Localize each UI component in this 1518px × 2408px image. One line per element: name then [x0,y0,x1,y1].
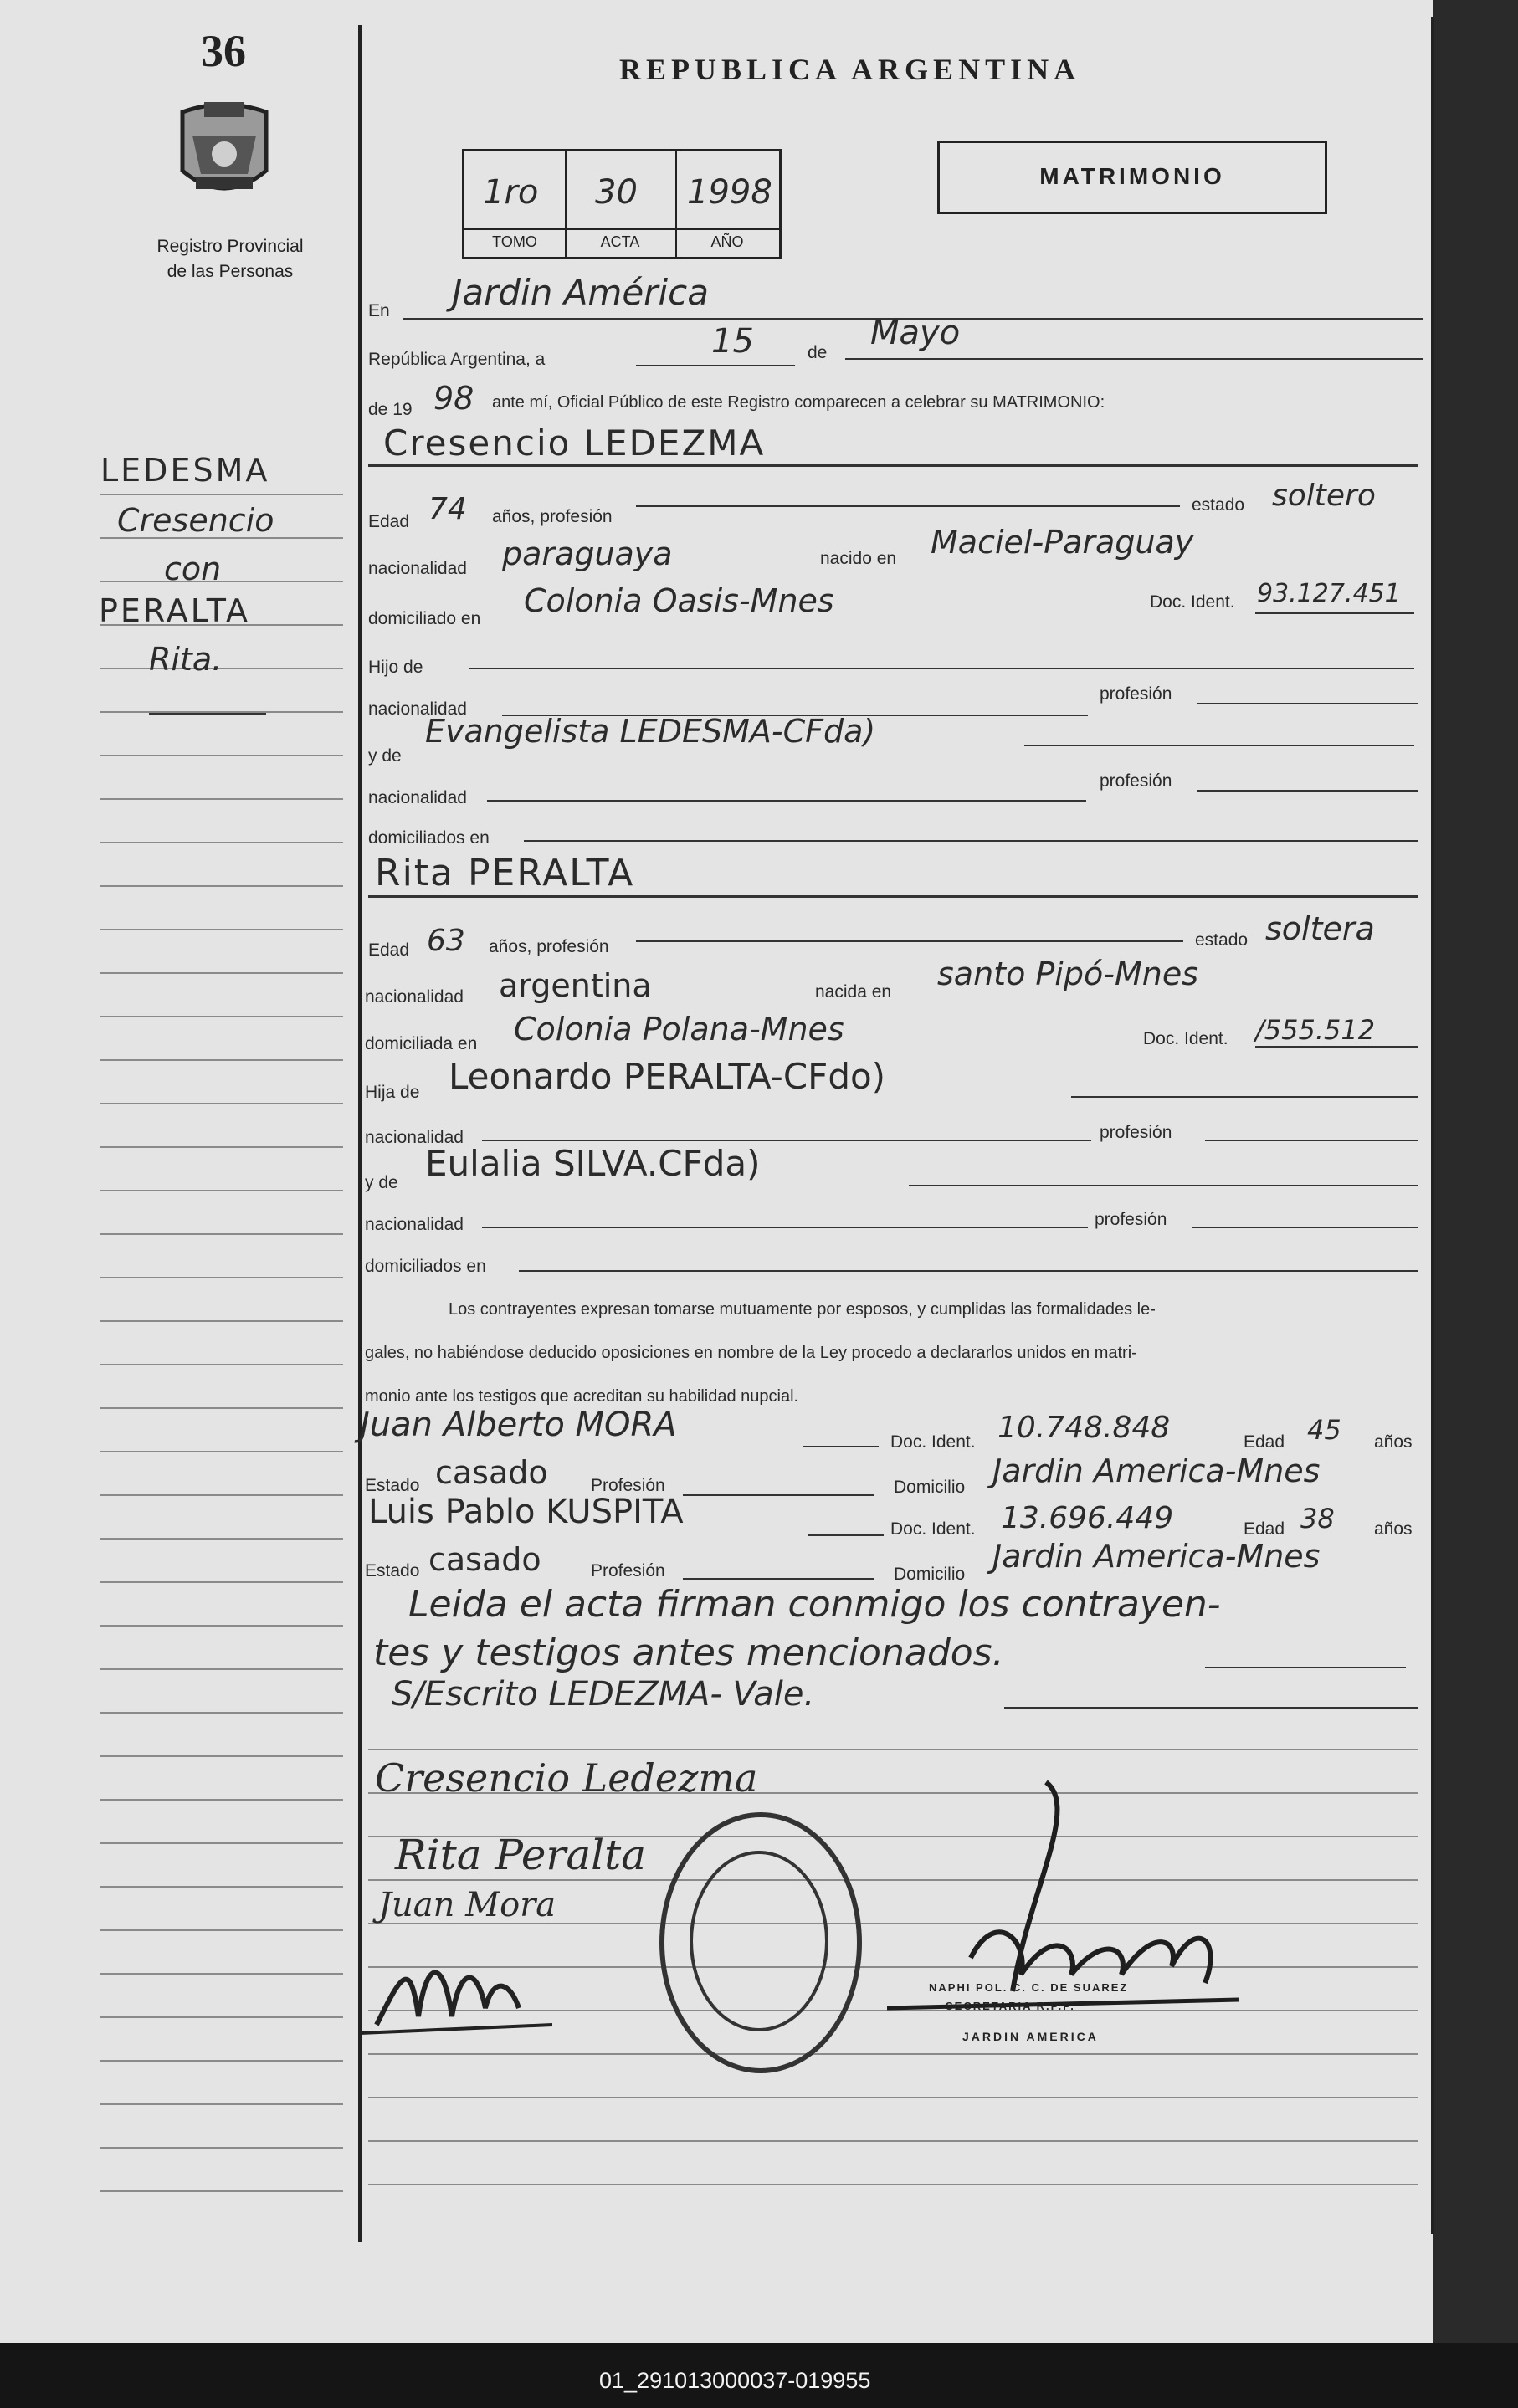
witness2-profesion-label: Profesión [591,1561,665,1581]
de-label: de [808,343,828,362]
margin-end-mark [149,713,266,715]
bride-father: Leonardo PERALTA-CFdo) [449,1056,886,1097]
registrar-stamp-line-3: JARDIN AMERICA [962,2030,1099,2043]
body-rule-line [368,2097,1418,2098]
witness-signature-scribble [351,1924,569,2050]
margin-rule-line [100,1625,343,1627]
margin-rule-line [100,972,343,974]
margin-con: con [164,551,222,587]
groom-mother-nacionalidad-line [487,800,1086,802]
body-rule-line [368,2053,1418,2055]
bride-mother: Eulalia SILVA.CFda) [425,1143,761,1184]
acta-value: 30 [595,173,638,212]
witness2-name: Luis Pablo KUSPITA [368,1493,684,1531]
folio-number: 36 [201,26,246,76]
anio-cell [675,151,779,257]
groom-domiciliados-label: domiciliados en [368,828,490,848]
margin-rule-line [100,2190,343,2192]
groom-name: Cresencio LEDEZMA [383,423,766,464]
margin-given-groom: Cresencio [117,502,274,539]
closing-line-2-rule [1205,1667,1406,1668]
document-code: 01_291013000037-019955 [599,2368,871,2393]
registry-line-2: de las Personas [167,262,294,281]
witness2-anos-label: años [1374,1519,1413,1539]
witness2-profesion-line [683,1578,874,1580]
day-line [636,365,795,366]
witness2-name-line [808,1534,884,1536]
groom-nacido: Maciel-Paraguay [931,524,1194,561]
witness1-name-line [803,1446,879,1447]
groom-y-de-label: y de [368,746,402,766]
groom-doc-label: Doc. Ident. [1150,592,1235,612]
margin-rule-line [100,842,343,843]
margin-surname-groom: LEDESMA [100,452,270,489]
witness2-edad: 38 [1300,1503,1335,1534]
official-seal-stamp [659,1812,862,2073]
groom-mother-line [1024,745,1414,746]
witness2-domicilio-label: Domicilio [894,1565,966,1584]
witness1-edad-label: Edad [1244,1432,1285,1452]
groom-mother-profesion-label: profesión [1100,771,1172,791]
margin-divider [358,25,362,2242]
body-rule-line [368,2184,1418,2185]
margin-rule-line [100,1277,343,1278]
marriage-year: 98 [433,380,474,417]
bride-nacionalidad: argentina [499,967,652,1004]
bride-name-line [368,895,1418,898]
intro-text: ante mí, Oficial Público de este Registro comparecen a celebrar su MATRIMONIO: [492,393,1105,412]
margin-rule-line [100,1146,343,1148]
witness1-anos-label: años [1374,1432,1413,1452]
margin-rule-line [100,1407,343,1409]
page-edge-shadow [1433,0,1518,2408]
record-numbers-box [462,149,782,259]
margin-rule-line [100,1190,343,1191]
witness1-domicilio-label: Domicilio [894,1478,966,1497]
seal-inner-ring [690,1851,828,2031]
witness1-estado: casado [435,1454,548,1491]
act-type-label: MATRIMONIO [1039,163,1225,189]
groom-anos-profesion-label: años, profesión [492,507,613,526]
registrar-stamp-line-2: SECRETARIA R.P.P. [946,2000,1075,2012]
bride-domiciliados-label: domiciliados en [365,1257,486,1276]
groom-domicilio: Colonia Oasis-Mnes [524,582,834,619]
margin-rule-line [100,885,343,887]
groom-mother-nacionalidad-label: nacionalidad [368,788,467,807]
bride-nacida-label: nacida en [815,982,892,1002]
margin-rule-line [100,2103,343,2105]
margin-rule-line [100,1016,343,1017]
margin-rule-line [100,1842,343,1844]
margin-rule-line [100,1668,343,1670]
act-type-box [937,141,1327,214]
witness1-profesion-line [683,1494,874,1496]
witness1-name: Juan Alberto MORA [360,1406,677,1444]
groom-hijo-label: Hijo de [368,658,423,677]
witness2-estado-label: Estado [365,1561,420,1581]
bride-mother-line [909,1185,1418,1186]
margin-rule-line [100,1929,343,1931]
witness1-domicilio: Jardin America-Mnes [992,1452,1321,1489]
declaration-line-2: gales, no habiéndose deducido oposiciones en nombre de la Ley procedo a declararlos unidos en matri- [365,1344,1137,1362]
bride-father-nacionalidad-label: nacionalidad [365,1128,464,1147]
margin-rule-line [100,1799,343,1801]
bride-mother-profesion-line [1192,1227,1418,1228]
bride-father-profesion-line [1205,1140,1418,1141]
signature-groom: Cresencio Ledezma [375,1755,758,1801]
registry-name [134,234,326,284]
bride-domicilio-label: domiciliada en [365,1034,478,1053]
closing-line-3: S/Escrito LEDEZMA- Vale. [392,1675,815,1714]
groom-doc-line [1255,612,1414,614]
tomo-label: TOMO [464,228,565,251]
body-rule-line [368,2140,1418,2142]
bride-doc-label: Doc. Ident. [1143,1029,1228,1048]
bride-estado-label: estado [1195,930,1249,950]
groom-domiciliados-line [524,840,1418,842]
bride-father-profesion-label: profesión [1100,1123,1172,1142]
closing-line-3-rule [1004,1707,1418,1709]
anio-label: AÑO [675,228,779,251]
acta-label: ACTA [565,228,675,251]
margin-rule-line [100,1973,343,1975]
margin-rule-line [100,1451,343,1452]
bride-doc: /555.512 [1255,1014,1376,1046]
groom-domicilio-label: domiciliado en [368,609,481,628]
margin-rule-line [100,2016,343,2018]
margin-rule-line [100,798,343,800]
bride-nacida: santo Pipó-Mnes [937,956,1198,992]
groom-nacionalidad-label: nacionalidad [368,559,467,578]
witness2-estado: casado [428,1541,541,1578]
margin-rule-line [100,1320,343,1322]
bride-hija-label: Hija de [365,1083,420,1102]
groom-mother: Evangelista LEDESMA-CFda) [425,713,876,750]
declaration-line-3: monio ante los testigos que acreditan su habilidad nupcial. [365,1387,799,1406]
acta-cell [565,151,677,257]
margin-rule-line [100,1103,343,1104]
groom-mother-profesion-line [1197,790,1418,792]
margin-rule-line [100,929,343,930]
marriage-month: Mayo [870,314,961,352]
closing-line-2: tes y testigos antes mencionados. [373,1632,1004,1674]
groom-name-line [368,464,1418,467]
marriage-day: 15 [711,322,754,361]
anio-value: 1998 [687,173,772,212]
bride-doc-line [1255,1046,1418,1048]
bride-estado: soltera [1265,910,1375,947]
groom-father-line [469,668,1414,669]
margin-rule-line [100,1712,343,1714]
republica-label: República Argentina, a [368,350,546,369]
groom-profesion-line [636,505,1180,507]
bride-profesion-line [636,940,1183,942]
groom-father-profesion-line [1197,703,1418,704]
groom-nacionalidad: paraguaya [502,535,673,572]
bride-father-nacionalidad-line [482,1140,1091,1141]
bride-edad: 63 [427,924,465,958]
signature-bride: Rita Peralta [395,1831,647,1879]
declaration-line-1: Los contrayentes expresan tomarse mutuamente por esposos, y cumplidas las formalidades le- [449,1300,1156,1319]
groom-father-profesion-label: profesión [1100,684,1172,704]
bride-y-de-label: y de [365,1173,398,1192]
groom-edad: 74 [428,492,467,526]
margin-rule-line [100,1886,343,1888]
witness1-edad: 45 [1307,1414,1341,1446]
groom-estado: soltero [1272,479,1376,513]
bride-domicilio: Colonia Polana-Mnes [514,1011,844,1048]
bride-edad-label: Edad [368,940,410,960]
margin-rule-line [100,581,343,582]
bride-anos-profesion-label: años, profesión [489,937,609,956]
margin-rule-line [100,1059,343,1061]
witness1-estado-label: Estado [365,1476,420,1495]
witness2-doc: 13.696.449 [1001,1501,1174,1535]
witness1-doc: 10.748.848 [997,1411,1171,1445]
en-label: En [368,301,390,320]
registrar-stamp-line-1: NAPHI POL. C. C. DE SUAREZ [929,1981,1129,1994]
tomo-value: 1ro [483,173,539,212]
witness2-edad-label: Edad [1244,1519,1285,1539]
bride-mother-nacionalidad-line [482,1227,1088,1228]
bride-name: Rita PERALTA [375,852,635,894]
country-heading: REPUBLICA ARGENTINA [619,53,1081,86]
witness2-domicilio: Jardin America-Mnes [992,1538,1321,1575]
bride-mother-profesion-label: profesión [1095,1210,1167,1229]
witness2-doc-label: Doc. Ident. [890,1519,976,1539]
margin-rule-line [100,494,343,495]
margin-rule-line [100,755,343,756]
signature-witness: Juan Mora [378,1886,556,1924]
margin-rule-line [100,1581,343,1583]
margin-rule-line [100,1494,343,1496]
bride-father-line [1071,1096,1418,1098]
margin-rule-line [100,1233,343,1235]
closing-line-1: Leida el acta firman conmigo los contrayen- [408,1583,1221,1626]
groom-nacido-label: nacido en [820,549,897,568]
year-prefix: de 19 [368,400,413,419]
margin-rule-line [100,1538,343,1540]
witness1-doc-label: Doc. Ident. [890,1432,976,1452]
margin-surname-bride: PERALTA [99,592,250,629]
month-line [845,358,1423,360]
registry-line-1: Registro Provincial [156,237,304,256]
margin-rule-line [100,1755,343,1757]
margin-given-bride: Rita. [149,641,223,678]
groom-edad-label: Edad [368,512,410,531]
bride-nacionalidad-label: nacionalidad [365,987,464,1007]
margin-rule-line [100,1364,343,1365]
provincial-coat-of-arms-icon [171,94,278,209]
witness1-profesion-label: Profesión [591,1476,665,1495]
groom-estado-label: estado [1192,495,1245,515]
margin-rule-line [100,2147,343,2149]
body-rule-line [368,1749,1418,1750]
marriage-place: Jardin América [452,272,709,313]
right-border [1431,17,1434,2234]
tomo-cell [464,151,567,257]
margin-rule-line [100,2060,343,2062]
groom-doc: 93.127.451 [1257,579,1401,608]
bride-mother-nacionalidad-label: nacionalidad [365,1215,464,1234]
groom-father-nacionalidad-label: nacionalidad [368,699,467,719]
bride-domiciliados-line [519,1270,1418,1272]
